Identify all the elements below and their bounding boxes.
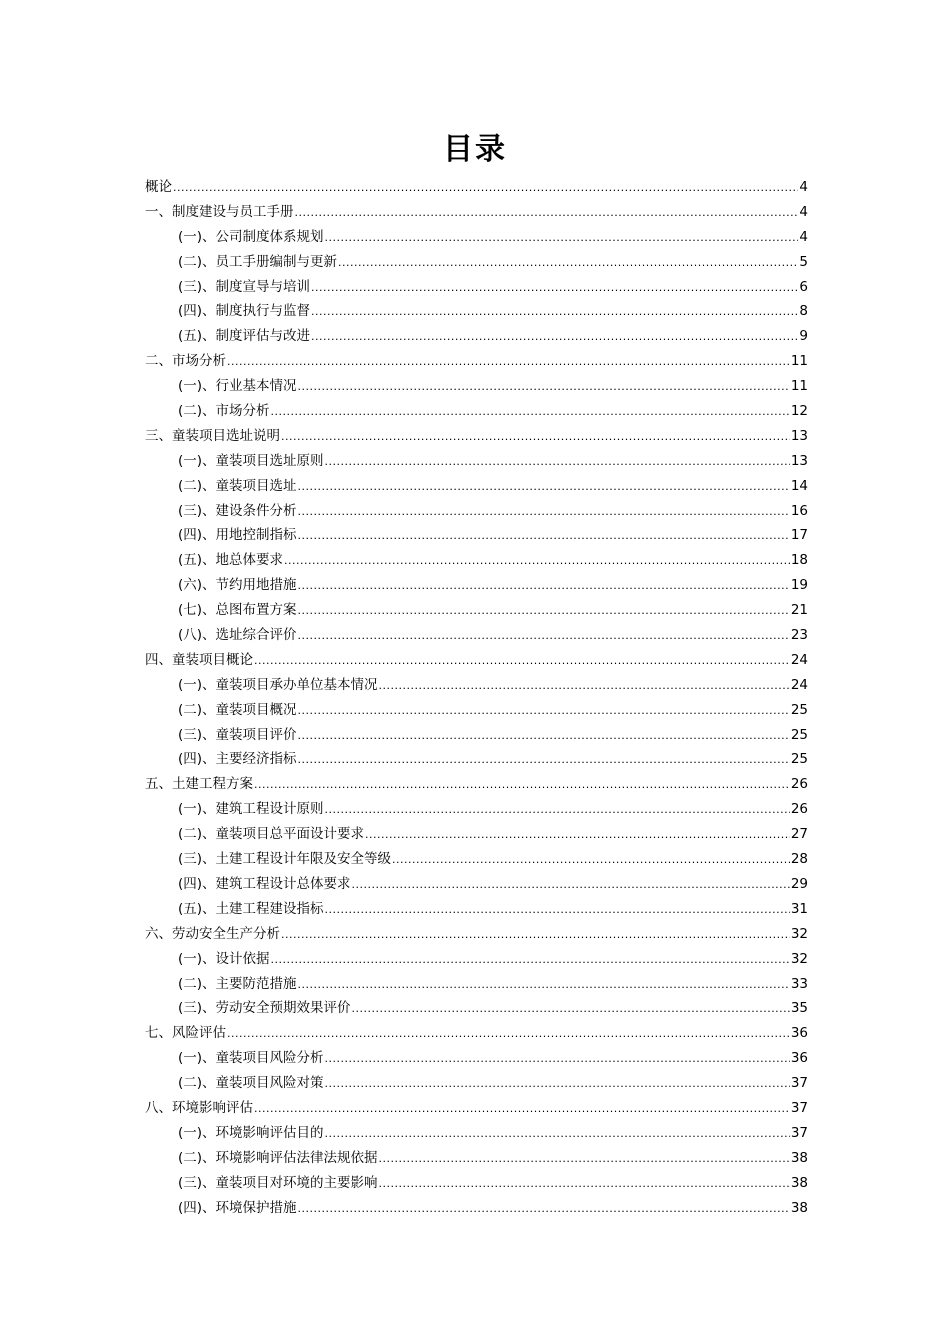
- toc-page-number: 18: [790, 552, 808, 569]
- toc-page-number: 9: [799, 328, 808, 345]
- toc-entry[interactable]: [145, 673, 808, 698]
- toc-page-number: 21: [790, 602, 808, 619]
- toc-entry[interactable]: [145, 1171, 808, 1196]
- toc-page-number: 5: [799, 253, 808, 270]
- toc-entry[interactable]: [145, 200, 808, 225]
- toc-leader-dots: [325, 897, 790, 923]
- toc-leader-dots: [254, 648, 790, 674]
- toc-entry[interactable]: [145, 175, 808, 200]
- toc-page-number: 8: [799, 303, 808, 320]
- toc-leader-dots: [338, 250, 798, 276]
- toc-entry-text: (二)、童装项目风险对策: [178, 1075, 324, 1092]
- toc-entry-text: (一)、环境影响评估目的: [178, 1124, 324, 1141]
- toc-list: [145, 175, 808, 1220]
- toc-page-number: 23: [790, 627, 808, 644]
- toc-leader-dots: [298, 573, 790, 599]
- toc-leader-dots: [325, 1121, 790, 1147]
- toc-page-number: 17: [790, 527, 808, 544]
- toc-entry[interactable]: [145, 250, 808, 275]
- toc-entry-text: (二)、童装项目概况: [178, 701, 297, 718]
- toc-entry-text: 二、市场分析: [145, 353, 226, 370]
- toc-page-number: 13: [790, 452, 808, 469]
- toc-entry[interactable]: [145, 399, 808, 424]
- toc-entry[interactable]: [145, 374, 808, 399]
- toc-entry[interactable]: [145, 772, 808, 797]
- toc-page-number: 38: [790, 1174, 808, 1191]
- toc-entry[interactable]: [145, 698, 808, 723]
- toc-entry-text: 六、劳动安全生产分析: [145, 925, 280, 942]
- toc-entry-text: (四)、制度执行与监督: [178, 303, 311, 320]
- toc-leader-dots: [379, 1171, 790, 1197]
- toc-entry-text: (二)、市场分析: [178, 403, 270, 420]
- toc-page-number: 25: [790, 701, 808, 718]
- toc-entry-text: (一)、设计依据: [178, 950, 270, 967]
- toc-entry-text: (三)、制度宣导与培训: [178, 278, 311, 295]
- toc-entry[interactable]: [145, 922, 808, 947]
- toc-entry-text: (一)、建筑工程设计原则: [178, 801, 324, 818]
- toc-page-number: 28: [790, 851, 808, 868]
- toc-page-number: 32: [790, 950, 808, 967]
- toc-entry-text: (二)、童装项目选址: [178, 477, 297, 494]
- toc-leader-dots: [325, 449, 790, 475]
- toc-page-number: 36: [790, 1050, 808, 1067]
- toc-entry-text: (七)、总图布置方案: [178, 602, 297, 619]
- toc-entry[interactable]: [145, 474, 808, 499]
- toc-leader-dots: [311, 299, 798, 325]
- toc-entry-text: (二)、主要防范措施: [178, 975, 297, 992]
- toc-page-number: 26: [790, 801, 808, 818]
- toc-entry[interactable]: [145, 723, 808, 748]
- toc-entry[interactable]: [145, 1071, 808, 1096]
- toc-leader-dots: [298, 747, 790, 773]
- toc-leader-dots: [311, 324, 798, 350]
- toc-page-number: 31: [790, 900, 808, 917]
- toc-entry[interactable]: [145, 598, 808, 623]
- toc-entry-text: (五)、地总体要求: [178, 552, 284, 569]
- toc-leader-dots: [295, 200, 799, 226]
- toc-page-number: 38: [790, 1149, 808, 1166]
- toc-entry-text: (四)、主要经济指标: [178, 751, 297, 768]
- toc-page-number: 37: [790, 1124, 808, 1141]
- toc-entry[interactable]: [145, 947, 808, 972]
- toc-leader-dots: [298, 1196, 790, 1222]
- toc-leader-dots: [298, 499, 790, 525]
- toc-leader-dots: [173, 175, 798, 201]
- toc-leader-dots: [325, 1046, 790, 1072]
- toc-page-number: 4: [799, 203, 808, 220]
- toc-page-number: 16: [790, 502, 808, 519]
- toc-entry[interactable]: [145, 747, 808, 772]
- toc-leader-dots: [352, 996, 790, 1022]
- toc-page-number: 24: [790, 651, 808, 668]
- toc-leader-dots: [298, 598, 790, 624]
- toc-entry-text: (六)、节约用地措施: [178, 577, 297, 594]
- toc-leader-dots: [254, 772, 790, 798]
- toc-page-number: 12: [790, 403, 808, 420]
- toc-entry-text: (一)、童装项目承办单位基本情况: [178, 676, 378, 693]
- toc-entry[interactable]: [145, 797, 808, 822]
- toc-leader-dots: [325, 225, 799, 251]
- toc-leader-dots: [325, 797, 790, 823]
- toc-entry[interactable]: [145, 548, 808, 573]
- toc-page-number: 26: [790, 776, 808, 793]
- toc-title: 目录: [443, 132, 507, 167]
- toc-entry-text: (四)、用地控制指标: [178, 527, 297, 544]
- toc-entry[interactable]: [145, 1196, 808, 1221]
- toc-leader-dots: [379, 1146, 790, 1172]
- toc-entry[interactable]: [145, 499, 808, 524]
- toc-entry-text: 七、风险评估: [145, 1025, 226, 1042]
- toc-entry-text: (二)、员工手册编制与更新: [178, 253, 338, 270]
- toc-entry[interactable]: [145, 872, 808, 897]
- toc-entry-text: 五、土建工程方案: [145, 776, 253, 793]
- toc-leader-dots: [298, 374, 790, 400]
- toc-page-number: 4: [799, 228, 808, 245]
- toc-entry[interactable]: [145, 996, 808, 1021]
- toc-entry-text: 一、制度建设与员工手册: [145, 203, 294, 220]
- toc-entry-text: (一)、童装项目风险分析: [178, 1050, 324, 1067]
- toc-entry-text: (三)、土建工程设计年限及安全等级: [178, 851, 392, 868]
- toc-entry[interactable]: [145, 847, 808, 872]
- toc-leader-dots: [271, 947, 790, 973]
- toc-page-number: 13: [790, 427, 808, 444]
- toc-leader-dots: [271, 399, 790, 425]
- toc-page-number: 25: [790, 751, 808, 768]
- toc-entry-text: (一)、行业基本情况: [178, 378, 297, 395]
- toc-leader-dots: [254, 1096, 790, 1122]
- toc-entry-text: (三)、劳动安全预期效果评价: [178, 1000, 351, 1017]
- toc-entry[interactable]: [145, 648, 808, 673]
- toc-page-number: 35: [790, 1000, 808, 1017]
- toc-page-number: 38: [790, 1199, 808, 1216]
- toc-leader-dots: [298, 723, 790, 749]
- toc-page-number: 32: [790, 925, 808, 942]
- toc-entry[interactable]: [145, 1046, 808, 1071]
- toc-entry[interactable]: [145, 1021, 808, 1046]
- toc-entry-text: 八、环境影响评估: [145, 1099, 253, 1116]
- toc-entry-text: 概论: [145, 179, 172, 195]
- toc-page-number: 27: [790, 826, 808, 843]
- toc-entry[interactable]: [145, 822, 808, 847]
- toc-page-number: 24: [790, 676, 808, 693]
- toc-page-number: 37: [790, 1099, 808, 1116]
- toc-leader-dots: [392, 847, 790, 873]
- toc-page-number: 37: [790, 1075, 808, 1092]
- toc-entry-text: (四)、建筑工程设计总体要求: [178, 875, 351, 892]
- toc-page-number: 19: [790, 577, 808, 594]
- toc-entry-text: (三)、建设条件分析: [178, 502, 297, 519]
- toc-entry[interactable]: [145, 225, 808, 250]
- toc-leader-dots: [298, 523, 790, 549]
- toc-entry-text: (一)、公司制度体系规划: [178, 228, 324, 245]
- toc-entry[interactable]: [145, 275, 808, 300]
- toc-page-number: 14: [790, 477, 808, 494]
- toc-entry[interactable]: [145, 1121, 808, 1146]
- toc-entry-text: (五)、土建工程建设指标: [178, 900, 324, 917]
- toc-page-number: 29: [790, 875, 808, 892]
- toc-leader-dots: [281, 424, 790, 450]
- toc-page-number: 4: [799, 179, 808, 195]
- toc-entry-text: (五)、制度评估与改进: [178, 328, 311, 345]
- toc-entry-text: (二)、环境影响评估法律法规依据: [178, 1149, 378, 1166]
- toc-entry[interactable]: [145, 424, 808, 449]
- toc-entry-text: (一)、童装项目选址原则: [178, 452, 324, 469]
- toc-entry[interactable]: [145, 1146, 808, 1171]
- toc-entry[interactable]: [145, 449, 808, 474]
- toc-entry[interactable]: [145, 972, 808, 997]
- toc-page-number: 33: [790, 975, 808, 992]
- toc-entry-text: (二)、童装项目总平面设计要求: [178, 826, 365, 843]
- toc-leader-dots: [227, 1021, 790, 1047]
- toc-leader-dots: [281, 922, 790, 948]
- toc-leader-dots: [298, 972, 790, 998]
- toc-page-number: 6: [799, 278, 808, 295]
- toc-entry[interactable]: [145, 299, 808, 324]
- toc-entry-text: 三、童装项目选址说明: [145, 427, 280, 444]
- toc-leader-dots: [352, 872, 790, 898]
- toc-page-number: 25: [790, 726, 808, 743]
- toc-leader-dots: [284, 548, 790, 574]
- toc-leader-dots: [325, 1071, 790, 1097]
- toc-entry-text: (三)、童装项目对环境的主要影响: [178, 1174, 378, 1191]
- toc-page-number: 11: [790, 378, 808, 395]
- toc-entry-text: (八)、选址综合评价: [178, 627, 297, 644]
- toc-entry[interactable]: [145, 623, 808, 648]
- toc-leader-dots: [298, 474, 790, 500]
- toc-entry[interactable]: [145, 523, 808, 548]
- toc-leader-dots: [227, 349, 790, 375]
- toc-page-number: 36: [790, 1025, 808, 1042]
- toc-entry[interactable]: [145, 324, 808, 349]
- toc-leader-dots: [298, 623, 790, 649]
- toc-page-number: 11: [790, 353, 808, 370]
- toc-leader-dots: [379, 673, 790, 699]
- toc-leader-dots: [311, 275, 798, 301]
- toc-entry-text: (三)、童装项目评价: [178, 726, 297, 743]
- toc-entry[interactable]: [145, 897, 808, 922]
- toc-entry[interactable]: [145, 573, 808, 598]
- toc-entry[interactable]: [145, 349, 808, 374]
- toc-entry-text: (四)、环境保护措施: [178, 1199, 297, 1216]
- toc-entry-text: 四、童装项目概论: [145, 651, 253, 668]
- toc-leader-dots: [298, 698, 790, 724]
- toc-entry[interactable]: [145, 1096, 808, 1121]
- toc-leader-dots: [365, 822, 790, 848]
